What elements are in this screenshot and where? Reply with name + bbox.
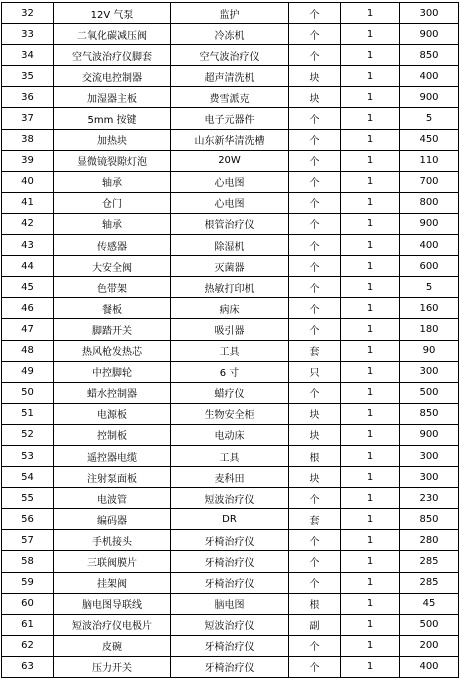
- part-name-cell: 遥控器电缆: [54, 445, 171, 466]
- row-number-cell: 36: [2, 87, 54, 108]
- price-cell: 230: [400, 488, 459, 509]
- quantity-cell: 1: [341, 403, 400, 424]
- quantity-cell: 1: [341, 66, 400, 87]
- row-number-cell: 49: [2, 361, 54, 382]
- price-cell: 700: [400, 171, 459, 192]
- equipment-cell: 吸引器: [171, 319, 289, 340]
- equipment-cell: 脑电图: [171, 593, 289, 614]
- quantity-cell: 1: [341, 635, 400, 656]
- table-row: [2, 87, 459, 108]
- equipment-cell: 短波治疗仪: [171, 614, 289, 635]
- price-cell: 300: [400, 3, 459, 24]
- row-number-cell: 32: [2, 3, 54, 24]
- table-row: [2, 614, 459, 635]
- equipment-cell: 电动床: [171, 424, 289, 445]
- equipment-cell: 除湿机: [171, 235, 289, 256]
- unit-cell: 块: [289, 66, 341, 87]
- unit-cell: 块: [289, 467, 341, 488]
- row-number-cell: 39: [2, 150, 54, 171]
- table-row: [2, 235, 459, 256]
- quantity-cell: 1: [341, 45, 400, 66]
- parts-table-body: [2, 3, 459, 678]
- part-name-cell: 皮碗: [54, 635, 171, 656]
- table-row: [2, 656, 459, 677]
- quantity-cell: 1: [341, 530, 400, 551]
- unit-cell: 个: [289, 277, 341, 298]
- row-number-cell: 51: [2, 403, 54, 424]
- equipment-cell: 牙椅治疗仪: [171, 530, 289, 551]
- quantity-cell: 1: [341, 572, 400, 593]
- price-cell: 450: [400, 129, 459, 150]
- quantity-cell: 1: [341, 277, 400, 298]
- row-number-cell: 61: [2, 614, 54, 635]
- part-name-cell: 交流电控制器: [54, 66, 171, 87]
- part-name-cell: 色带架: [54, 277, 171, 298]
- table-row: [2, 403, 459, 424]
- table-row: [2, 361, 459, 382]
- price-cell: 45: [400, 593, 459, 614]
- quantity-cell: 1: [341, 509, 400, 530]
- unit-cell: 个: [289, 656, 341, 677]
- equipment-cell: 短波治疗仪: [171, 488, 289, 509]
- row-number-cell: 46: [2, 298, 54, 319]
- quantity-cell: 1: [341, 87, 400, 108]
- part-name-cell: 中控脚轮: [54, 361, 171, 382]
- equipment-cell: 电子元器件: [171, 108, 289, 129]
- row-number-cell: 48: [2, 340, 54, 361]
- part-name-cell: 三联阀膜片: [54, 551, 171, 572]
- price-cell: 900: [400, 424, 459, 445]
- unit-cell: 个: [289, 235, 341, 256]
- table-row: [2, 467, 459, 488]
- table-row: [2, 382, 459, 403]
- row-number-cell: 59: [2, 572, 54, 593]
- quantity-cell: 1: [341, 361, 400, 382]
- unit-cell: 个: [289, 551, 341, 572]
- table-row: [2, 213, 459, 234]
- quantity-cell: 1: [341, 467, 400, 488]
- equipment-cell: 6 寸: [171, 361, 289, 382]
- quantity-cell: 1: [341, 593, 400, 614]
- price-cell: 500: [400, 382, 459, 403]
- quantity-cell: 1: [341, 298, 400, 319]
- row-number-cell: 56: [2, 509, 54, 530]
- quantity-cell: 1: [341, 129, 400, 150]
- equipment-cell: 空气波治疗仪: [171, 45, 289, 66]
- equipment-cell: 牙椅治疗仪: [171, 635, 289, 656]
- unit-cell: 个: [289, 530, 341, 551]
- table-row: [2, 424, 459, 445]
- row-number-cell: 50: [2, 382, 54, 403]
- price-cell: 285: [400, 551, 459, 572]
- price-cell: 400: [400, 656, 459, 677]
- quantity-cell: 1: [341, 445, 400, 466]
- quantity-cell: 1: [341, 150, 400, 171]
- part-name-cell: 挂架阀: [54, 572, 171, 593]
- table-row: [2, 340, 459, 361]
- equipment-cell: 监护: [171, 3, 289, 24]
- row-number-cell: 53: [2, 445, 54, 466]
- table-row: [2, 171, 459, 192]
- unit-cell: 个: [289, 319, 341, 340]
- table-row: [2, 593, 459, 614]
- row-number-cell: 37: [2, 108, 54, 129]
- price-cell: 300: [400, 361, 459, 382]
- unit-cell: 个: [289, 572, 341, 593]
- quantity-cell: 1: [341, 488, 400, 509]
- unit-cell: 个: [289, 192, 341, 213]
- equipment-cell: 根管治疗仪: [171, 213, 289, 234]
- price-cell: 850: [400, 509, 459, 530]
- part-name-cell: 餐板: [54, 298, 171, 319]
- unit-cell: 个: [289, 382, 341, 403]
- unit-cell: 个: [289, 3, 341, 24]
- part-name-cell: 加热块: [54, 129, 171, 150]
- price-cell: 5: [400, 277, 459, 298]
- part-name-cell: 12V 气泵: [54, 3, 171, 24]
- equipment-cell: 蜡疗仪: [171, 382, 289, 403]
- table-row: [2, 45, 459, 66]
- equipment-cell: 工具: [171, 445, 289, 466]
- row-number-cell: 43: [2, 235, 54, 256]
- row-number-cell: 40: [2, 171, 54, 192]
- price-cell: 160: [400, 298, 459, 319]
- equipment-cell: 麦科田: [171, 467, 289, 488]
- equipment-cell: 牙椅治疗仪: [171, 572, 289, 593]
- unit-cell: 个: [289, 256, 341, 277]
- equipment-cell: 牙椅治疗仪: [171, 656, 289, 677]
- row-number-cell: 62: [2, 635, 54, 656]
- part-name-cell: 电源板: [54, 403, 171, 424]
- row-number-cell: 33: [2, 24, 54, 45]
- equipment-cell: DR: [171, 509, 289, 530]
- table-row: [2, 298, 459, 319]
- table-row: [2, 509, 459, 530]
- part-name-cell: 加湿器主板: [54, 87, 171, 108]
- price-cell: 300: [400, 467, 459, 488]
- table-row: [2, 256, 459, 277]
- part-name-cell: 热风枪发热芯: [54, 340, 171, 361]
- part-name-cell: 手机接头: [54, 530, 171, 551]
- part-name-cell: 蜡水控制器: [54, 382, 171, 403]
- equipment-cell: 费雪派克: [171, 87, 289, 108]
- quantity-cell: 1: [341, 192, 400, 213]
- unit-cell: 个: [289, 171, 341, 192]
- row-number-cell: 54: [2, 467, 54, 488]
- quantity-cell: 1: [341, 551, 400, 572]
- part-name-cell: 控制板: [54, 424, 171, 445]
- unit-cell: 副: [289, 614, 341, 635]
- price-cell: 850: [400, 403, 459, 424]
- equipment-cell: 20W: [171, 150, 289, 171]
- row-number-cell: 52: [2, 424, 54, 445]
- table-row: [2, 192, 459, 213]
- price-cell: 900: [400, 24, 459, 45]
- equipment-cell: 心电图: [171, 192, 289, 213]
- unit-cell: 个: [289, 488, 341, 509]
- unit-cell: 个: [289, 129, 341, 150]
- price-cell: 300: [400, 445, 459, 466]
- unit-cell: 个: [289, 635, 341, 656]
- price-cell: 900: [400, 87, 459, 108]
- unit-cell: 块: [289, 424, 341, 445]
- row-number-cell: 42: [2, 213, 54, 234]
- unit-cell: 块: [289, 403, 341, 424]
- quantity-cell: 1: [341, 256, 400, 277]
- price-cell: 285: [400, 572, 459, 593]
- quantity-cell: 1: [341, 614, 400, 635]
- table-row: [2, 551, 459, 572]
- table-row: [2, 530, 459, 551]
- equipment-cell: 心电图: [171, 171, 289, 192]
- quantity-cell: 1: [341, 24, 400, 45]
- part-name-cell: 仓门: [54, 192, 171, 213]
- row-number-cell: 57: [2, 530, 54, 551]
- price-cell: 280: [400, 530, 459, 551]
- quantity-cell: 1: [341, 656, 400, 677]
- quantity-cell: 1: [341, 235, 400, 256]
- quantity-cell: 1: [341, 424, 400, 445]
- table-row: [2, 3, 459, 24]
- row-number-cell: 41: [2, 192, 54, 213]
- equipment-cell: 工具: [171, 340, 289, 361]
- price-cell: 600: [400, 256, 459, 277]
- part-name-cell: 注射泵面板: [54, 467, 171, 488]
- part-name-cell: 显微镜裂隙灯泡: [54, 150, 171, 171]
- quantity-cell: 1: [341, 213, 400, 234]
- part-name-cell: 电波管: [54, 488, 171, 509]
- row-number-cell: 55: [2, 488, 54, 509]
- table-row: [2, 24, 459, 45]
- row-number-cell: 45: [2, 277, 54, 298]
- part-name-cell: 5mm 按键: [54, 108, 171, 129]
- unit-cell: 个: [289, 298, 341, 319]
- unit-cell: 根: [289, 593, 341, 614]
- quantity-cell: 1: [341, 108, 400, 129]
- row-number-cell: 47: [2, 319, 54, 340]
- row-number-cell: 34: [2, 45, 54, 66]
- quantity-cell: 1: [341, 171, 400, 192]
- table-row: [2, 635, 459, 656]
- part-name-cell: 空气波治疗仪脚套: [54, 45, 171, 66]
- part-name-cell: 轴承: [54, 171, 171, 192]
- part-name-cell: 传感器: [54, 235, 171, 256]
- row-number-cell: 35: [2, 66, 54, 87]
- table-row: [2, 488, 459, 509]
- price-cell: 90: [400, 340, 459, 361]
- quantity-cell: 1: [341, 340, 400, 361]
- row-number-cell: 58: [2, 551, 54, 572]
- unit-cell: 根: [289, 445, 341, 466]
- price-cell: 5: [400, 108, 459, 129]
- parts-table: [1, 2, 459, 678]
- unit-cell: 套: [289, 509, 341, 530]
- unit-cell: 只: [289, 361, 341, 382]
- part-name-cell: 压力开关: [54, 656, 171, 677]
- price-cell: 900: [400, 213, 459, 234]
- quantity-cell: 1: [341, 3, 400, 24]
- part-name-cell: 大安全阀: [54, 256, 171, 277]
- part-name-cell: 短波治疗仪电极片: [54, 614, 171, 635]
- unit-cell: 个: [289, 108, 341, 129]
- equipment-cell: 灭菌器: [171, 256, 289, 277]
- row-number-cell: 63: [2, 656, 54, 677]
- table-row: [2, 129, 459, 150]
- quantity-cell: 1: [341, 382, 400, 403]
- unit-cell: 块: [289, 87, 341, 108]
- part-name-cell: 编码器: [54, 509, 171, 530]
- price-cell: 200: [400, 635, 459, 656]
- table-row: [2, 319, 459, 340]
- unit-cell: 套: [289, 340, 341, 361]
- equipment-cell: 牙椅治疗仪: [171, 551, 289, 572]
- equipment-cell: 生物安全柜: [171, 403, 289, 424]
- table-row: [2, 66, 459, 87]
- unit-cell: 个: [289, 150, 341, 171]
- price-cell: 400: [400, 235, 459, 256]
- table-row: [2, 108, 459, 129]
- unit-cell: 个: [289, 213, 341, 234]
- equipment-cell: 超声清洗机: [171, 66, 289, 87]
- row-number-cell: 38: [2, 129, 54, 150]
- equipment-cell: 热敏打印机: [171, 277, 289, 298]
- price-cell: 400: [400, 66, 459, 87]
- part-name-cell: 二氧化碳减压阀: [54, 24, 171, 45]
- price-cell: 180: [400, 319, 459, 340]
- price-cell: 500: [400, 614, 459, 635]
- quantity-cell: 1: [341, 319, 400, 340]
- equipment-cell: 病床: [171, 298, 289, 319]
- table-row: [2, 150, 459, 171]
- row-number-cell: 44: [2, 256, 54, 277]
- part-name-cell: 轴承: [54, 213, 171, 234]
- row-number-cell: 60: [2, 593, 54, 614]
- price-cell: 110: [400, 150, 459, 171]
- unit-cell: 个: [289, 24, 341, 45]
- table-row: [2, 277, 459, 298]
- equipment-cell: 冷冻机: [171, 24, 289, 45]
- equipment-cell: 山东新华清洗槽: [171, 129, 289, 150]
- table-row: [2, 572, 459, 593]
- table-row: [2, 445, 459, 466]
- part-name-cell: 脚踏开关: [54, 319, 171, 340]
- part-name-cell: 脑电图导联线: [54, 593, 171, 614]
- unit-cell: 个: [289, 45, 341, 66]
- price-cell: 850: [400, 45, 459, 66]
- price-cell: 800: [400, 192, 459, 213]
